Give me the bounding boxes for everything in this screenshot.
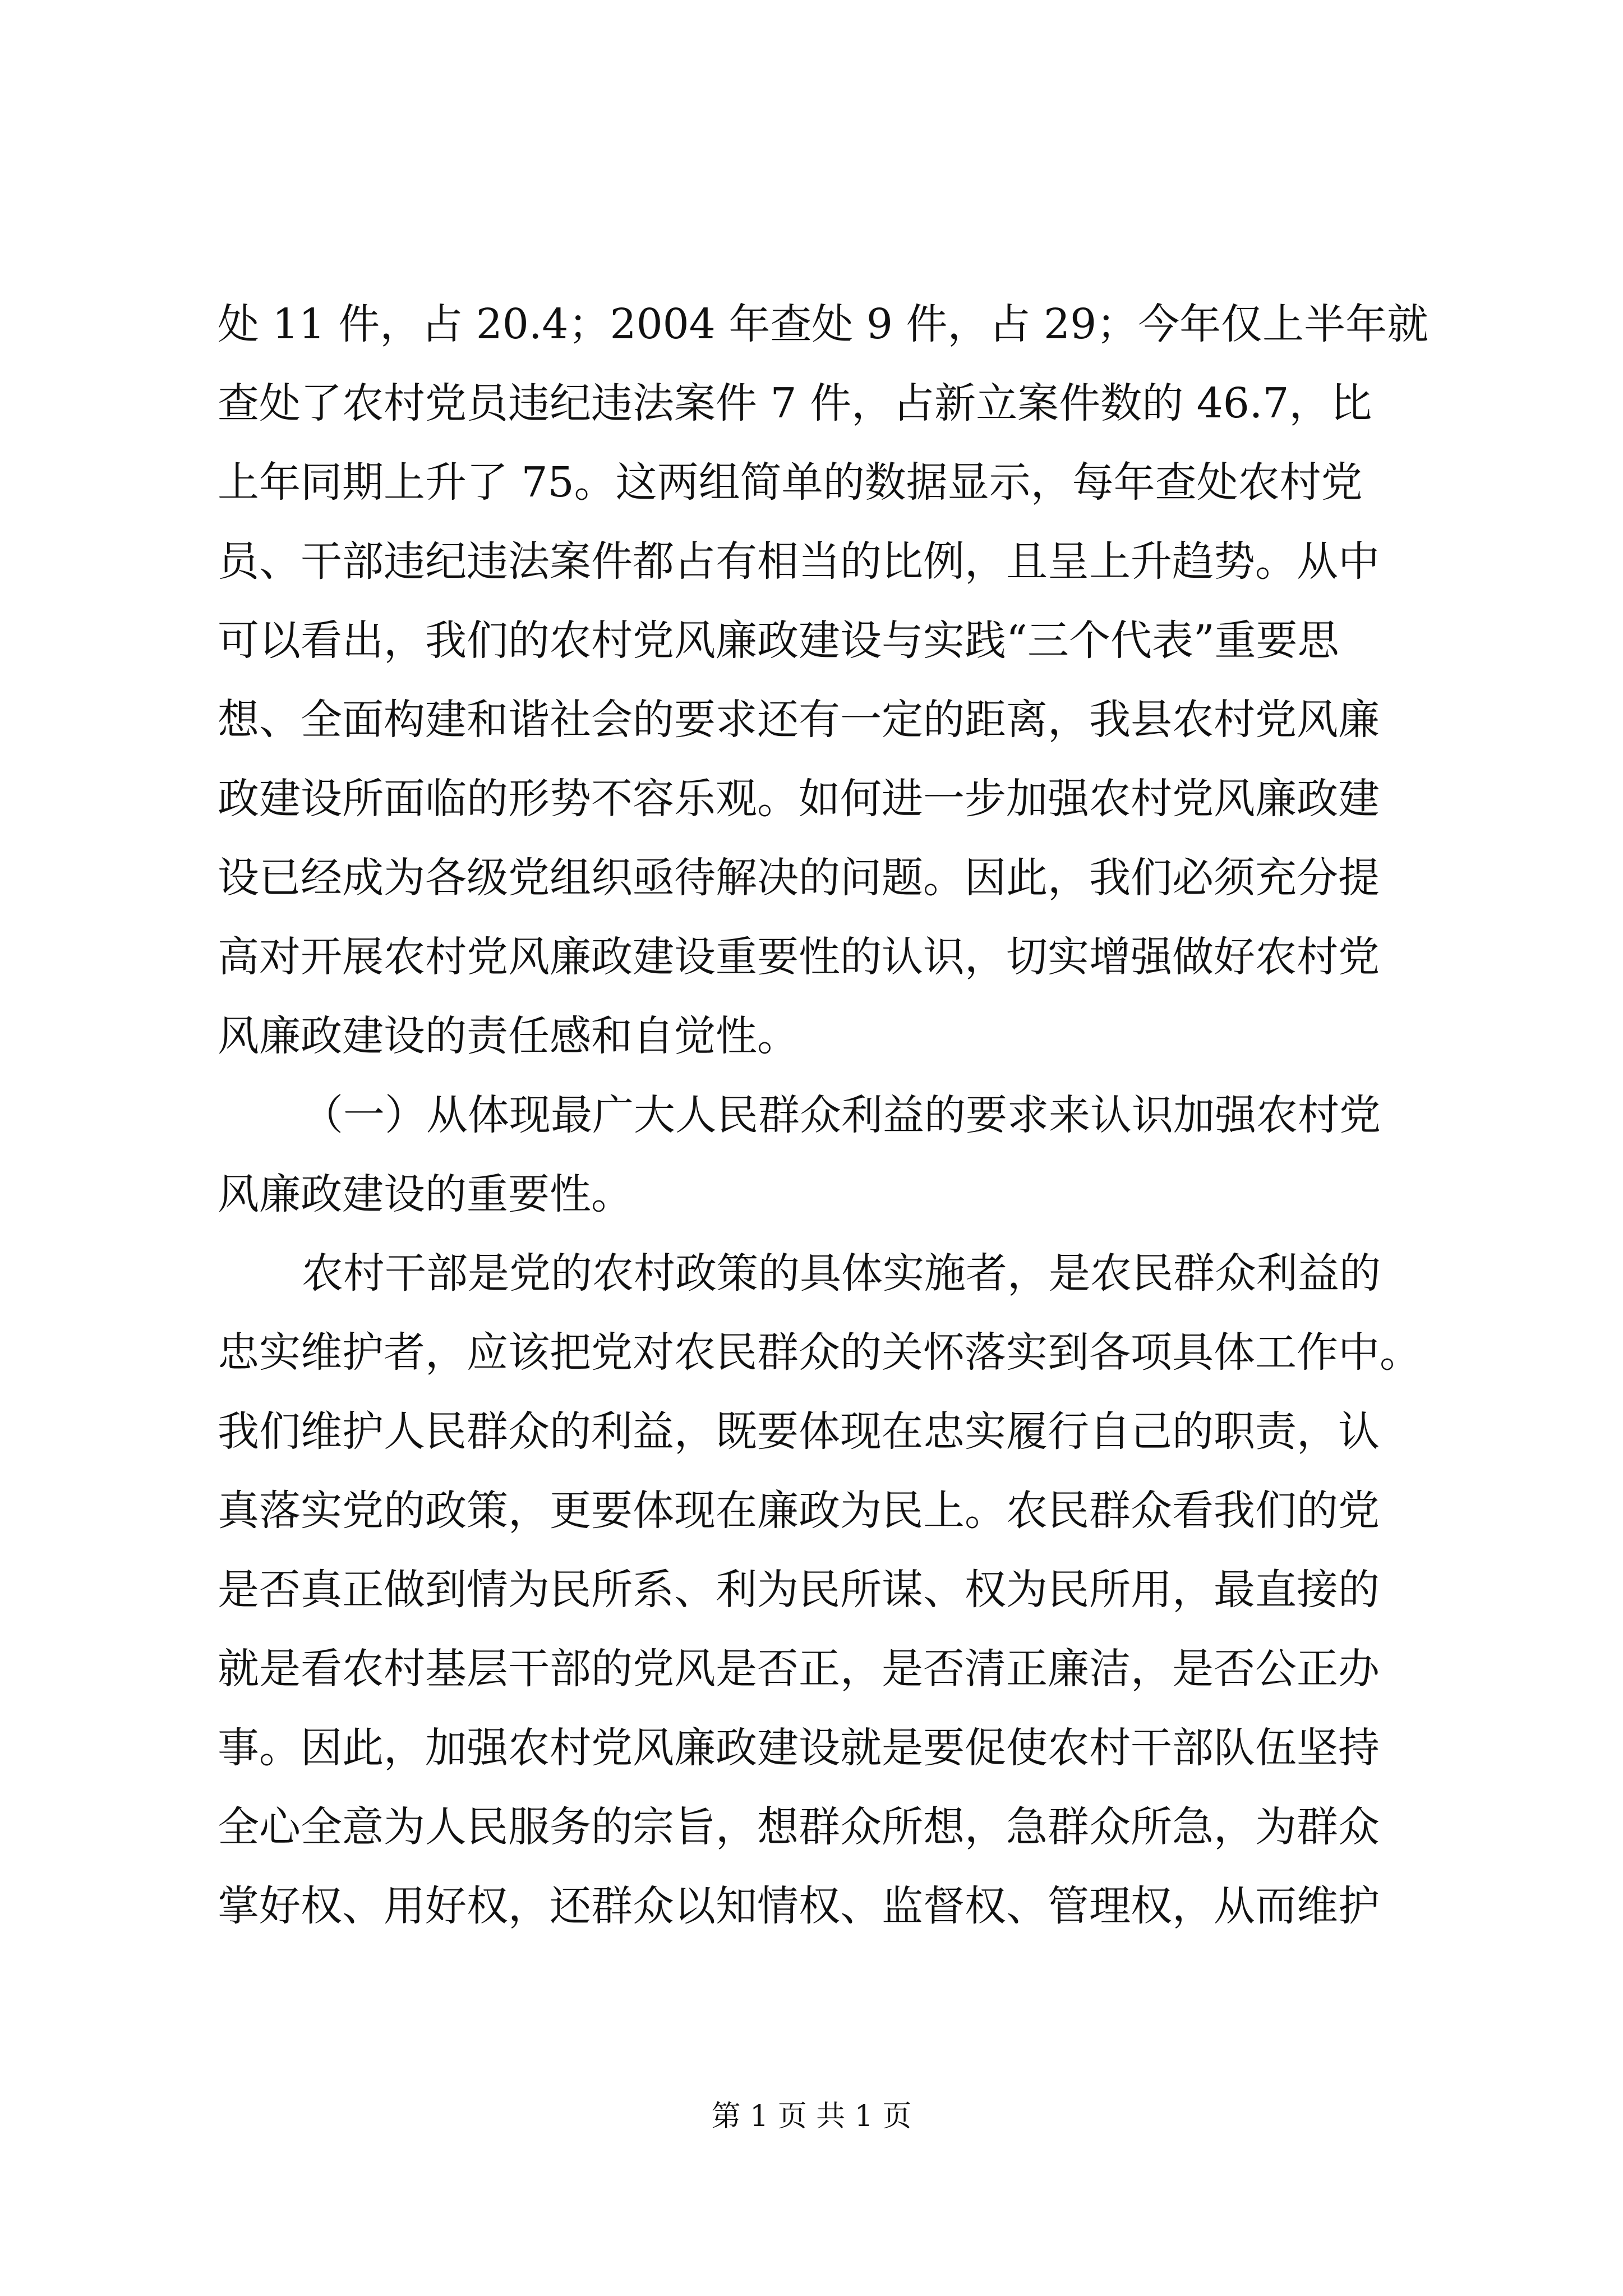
paragraph-line: 事。因此，加强农村党风廉政建设就是要促使农村干部队伍坚持 xyxy=(218,1724,1380,1772)
paragraph-line: 真落实党的政策，更要体现在廉政为民上。农民群众看我们的党 xyxy=(218,1487,1380,1535)
paragraph-line: 设已经成为各级党组织亟待解决的问题。因此，我们必须充分提 xyxy=(218,854,1380,902)
paragraph-line: 员、干部违纪违法案件都占有相当的比例，且呈上升趋势。从中 xyxy=(218,537,1380,586)
section-heading-line: （一）从体现最广大人民群众利益的要求来认识加强农村党 xyxy=(302,1091,1381,1139)
paragraph-line: 农村干部是党的农村政策的具体实施者，是农民群众利益的 xyxy=(302,1249,1381,1297)
paragraph-line: 是否真正做到情为民所系、利为民所谋、权为民所用，最直接的 xyxy=(218,1566,1380,1614)
paragraph-line: 可以看出，我们的农村党风廉政建设与实践“三个代表”重要思 xyxy=(218,616,1339,665)
paragraph-line: 政建设所面临的形势不容乐观。如何进一步加强农村党风廉政建 xyxy=(218,775,1380,823)
paragraph-line: 就是看农村基层干部的党风是否正，是否清正廉洁，是否公正办 xyxy=(218,1645,1380,1693)
paragraph-line: 风廉政建设的责任感和自觉性。 xyxy=(218,1012,799,1060)
page-number-footer: 第 1 页 共 1 页 xyxy=(711,2100,912,2133)
paragraph-line: 上年同期上升了 75。这两组简单的数据显示，每年查处农村党 xyxy=(218,458,1363,507)
paragraph-line: 处 11 件，占 20.4；2004 年查处 9 件，占 29；今年仅上半年就 xyxy=(218,300,1429,348)
section-heading-line: 风廉政建设的重要性。 xyxy=(218,1170,633,1218)
paragraph-line: 全心全意为人民服务的宗旨，想群众所想，急群众所急，为群众 xyxy=(218,1803,1380,1851)
paragraph-line: 掌好权、用好权，还群众以知情权、监督权、管理权，从而维护 xyxy=(218,1882,1380,1930)
paragraph-line: 忠实维护者，应该把党对农民群众的关怀落实到各项具体工作中。 xyxy=(218,1328,1421,1377)
paragraph-line: 我们维护人民群众的利益，既要体现在忠实履行自己的职责，认 xyxy=(218,1407,1380,1456)
paragraph-line: 高对开展农村党风廉政建设重要性的认识，切实增强做好农村党 xyxy=(218,933,1380,981)
paragraph-line: 想、全面构建和谐社会的要求还有一定的距离，我县农村党风廉 xyxy=(218,696,1380,744)
paragraph-line: 查处了农村党员违纪违法案件 7 件，占新立案件数的 46.7，比 xyxy=(218,379,1372,427)
